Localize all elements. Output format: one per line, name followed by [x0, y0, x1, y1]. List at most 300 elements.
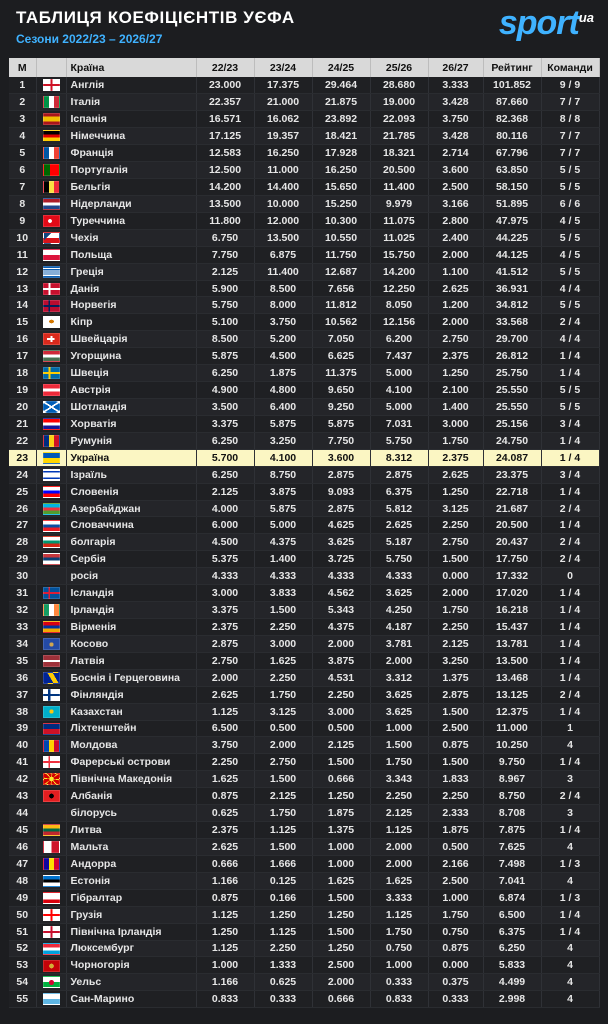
season-4-cell: 3.333: [370, 889, 428, 906]
rating-cell: 80.116: [483, 128, 541, 145]
country-cell: Румунія: [66, 432, 196, 449]
table-row: [9, 940, 599, 957]
table-row: [9, 720, 599, 737]
season-5-cell: 2.750: [428, 534, 483, 551]
country-cell: Косово: [66, 635, 196, 652]
country-cell: Франція: [66, 145, 196, 162]
country-cell: Фарерські острови: [66, 754, 196, 771]
season-3-cell: 12.687: [312, 263, 370, 280]
rank-cell: 54: [9, 974, 36, 991]
season-4-cell: 1.750: [370, 923, 428, 940]
season-3-cell: 7.750: [312, 432, 370, 449]
country-cell: Швейцарія: [66, 331, 196, 348]
season-1-cell: 4.900: [196, 382, 254, 399]
rating-cell: 17.020: [483, 585, 541, 602]
season-5-cell: 2.375: [428, 449, 483, 466]
season-4-cell: 3.625: [370, 686, 428, 703]
scotland-flag-icon: [43, 401, 60, 413]
flag-cell: [36, 923, 66, 940]
season-3-cell: 1.000: [312, 855, 370, 872]
andorra-flag-icon: [43, 858, 60, 870]
season-5-cell: 1.500: [428, 551, 483, 568]
season-4-cell: 6.375: [370, 483, 428, 500]
season-5-cell: 3.000: [428, 415, 483, 432]
flag-cell: [36, 720, 66, 737]
table-row: [9, 822, 599, 839]
rating-cell: 13.500: [483, 652, 541, 669]
teams-cell: 1 / 4: [541, 619, 599, 636]
serbia-flag-icon: [43, 553, 60, 565]
bulgaria-flag-icon: [43, 536, 60, 548]
season-2-cell: 17.375: [254, 77, 312, 94]
season-3-cell: 3.600: [312, 449, 370, 466]
rating-cell: 41.512: [483, 263, 541, 280]
table-row: [9, 889, 599, 906]
season-1-cell: 2.000: [196, 669, 254, 686]
rank-cell: 53: [9, 957, 36, 974]
teams-cell: 2 / 4: [541, 534, 599, 551]
season-1-cell: 2.875: [196, 635, 254, 652]
rating-cell: 22.718: [483, 483, 541, 500]
season-4-cell: 1.000: [370, 957, 428, 974]
season-4-cell: 2.625: [370, 517, 428, 534]
season-5-cell: 3.600: [428, 162, 483, 179]
rating-cell: 25.550: [483, 382, 541, 399]
season-1-cell: 4.000: [196, 500, 254, 517]
season-4-cell: 28.680: [370, 77, 428, 94]
rank-cell: 14: [9, 297, 36, 314]
season-2-cell: 3.250: [254, 432, 312, 449]
table-row: [9, 212, 599, 229]
season-2-cell: 6.875: [254, 246, 312, 263]
season-3-cell: 9.250: [312, 399, 370, 416]
season-4-cell: 8.050: [370, 297, 428, 314]
none-flag-icon: [44, 808, 59, 818]
column-header-season-4: 25/26: [370, 58, 428, 77]
rank-cell: 3: [9, 111, 36, 128]
season-5-cell: 2.625: [428, 466, 483, 483]
season-3-cell: 7.656: [312, 280, 370, 297]
rating-cell: 33.568: [483, 314, 541, 331]
season-3-cell: 4.531: [312, 669, 370, 686]
table-row: [9, 229, 599, 246]
country-cell: Албанія: [66, 788, 196, 805]
rank-cell: 36: [9, 669, 36, 686]
norway-flag-icon: [43, 300, 60, 312]
season-5-cell: 2.000: [428, 246, 483, 263]
flag-cell: [36, 263, 66, 280]
season-1-cell: 22.357: [196, 94, 254, 111]
teams-cell: 8 / 8: [541, 111, 599, 128]
season-1-cell: 5.750: [196, 297, 254, 314]
rank-cell: 10: [9, 229, 36, 246]
season-1-cell: 23.000: [196, 77, 254, 94]
rating-cell: 7.041: [483, 872, 541, 889]
season-5-cell: 2.166: [428, 855, 483, 872]
rank-cell: 2: [9, 94, 36, 111]
austria-flag-icon: [43, 384, 60, 396]
table-row: [9, 280, 599, 297]
country-cell: Данія: [66, 280, 196, 297]
rank-cell: 43: [9, 788, 36, 805]
season-5-cell: 0.375: [428, 974, 483, 991]
table-row: [9, 703, 599, 720]
season-4-cell: 2.000: [370, 838, 428, 855]
uefa-coefficients-table: [9, 58, 600, 1008]
country-cell: Польща: [66, 246, 196, 263]
flag-cell: [36, 399, 66, 416]
column-header-rank: М: [9, 58, 36, 77]
rating-cell: 12.375: [483, 703, 541, 720]
season-4-cell: 3.625: [370, 703, 428, 720]
season-4-cell: 4.187: [370, 619, 428, 636]
country-cell: Ірландія: [66, 602, 196, 619]
season-3-cell: 1.500: [312, 889, 370, 906]
rank-cell: 20: [9, 399, 36, 416]
column-header-season-2: 23/24: [254, 58, 312, 77]
rating-cell: 6.375: [483, 923, 541, 940]
germany-flag-icon: [43, 130, 60, 142]
season-2-cell: 11.400: [254, 263, 312, 280]
flag-cell: [36, 179, 66, 196]
country-cell: Північна Ірландія: [66, 923, 196, 940]
season-2-cell: 2.250: [254, 619, 312, 636]
season-2-cell: 11.000: [254, 162, 312, 179]
country-cell: Уельс: [66, 974, 196, 991]
season-5-cell: 1.375: [428, 669, 483, 686]
greece-flag-icon: [43, 266, 60, 278]
season-2-cell: 1.500: [254, 838, 312, 855]
season-5-cell: 2.250: [428, 517, 483, 534]
season-5-cell: 3.428: [428, 94, 483, 111]
flag-cell: [36, 805, 66, 822]
rank-cell: 18: [9, 365, 36, 382]
season-1-cell: 4.333: [196, 568, 254, 585]
teams-cell: 2 / 4: [541, 314, 599, 331]
malta-flag-icon: [43, 841, 60, 853]
season-3-cell: 7.050: [312, 331, 370, 348]
season-5-cell: 2.714: [428, 145, 483, 162]
table-row: [9, 382, 599, 399]
season-2-cell: 3.875: [254, 483, 312, 500]
rank-cell: 33: [9, 619, 36, 636]
season-3-cell: 2.000: [312, 974, 370, 991]
season-2-cell: 4.100: [254, 449, 312, 466]
northernireland-flag-icon: [43, 926, 60, 938]
table-row: [9, 686, 599, 703]
rank-cell: 4: [9, 128, 36, 145]
season-3-cell: 2.250: [312, 686, 370, 703]
rating-cell: 13.781: [483, 635, 541, 652]
country-cell: Фінляндія: [66, 686, 196, 703]
season-1-cell: 2.625: [196, 838, 254, 855]
georgia-flag-icon: [43, 909, 60, 921]
teams-cell: 4: [541, 991, 599, 1008]
rating-cell: 7.625: [483, 838, 541, 855]
season-3-cell: 2.500: [312, 957, 370, 974]
table-row: [9, 652, 599, 669]
rating-cell: 8.750: [483, 788, 541, 805]
table-row: [9, 906, 599, 923]
season-4-cell: 1.000: [370, 720, 428, 737]
season-5-cell: 2.500: [428, 720, 483, 737]
rating-cell: 21.687: [483, 500, 541, 517]
country-cell: Шотландія: [66, 399, 196, 416]
season-1-cell: 6.250: [196, 466, 254, 483]
season-4-cell: 3.343: [370, 771, 428, 788]
country-cell: Чорногорія: [66, 957, 196, 974]
table-row: [9, 415, 599, 432]
country-cell: Грузія: [66, 906, 196, 923]
flag-cell: [36, 415, 66, 432]
flag-cell: [36, 906, 66, 923]
column-header-season-5: 26/27: [428, 58, 483, 77]
season-1-cell: 2.375: [196, 822, 254, 839]
flag-cell: [36, 771, 66, 788]
teams-cell: 7 / 7: [541, 94, 599, 111]
table-header-row: [9, 58, 599, 77]
rank-cell: 29: [9, 551, 36, 568]
season-2-cell: 16.062: [254, 111, 312, 128]
season-1-cell: 3.000: [196, 585, 254, 602]
table-row: [9, 974, 599, 991]
table-row: [9, 246, 599, 263]
flag-cell: [36, 280, 66, 297]
rating-cell: 17.332: [483, 568, 541, 585]
azerbaijan-flag-icon: [43, 503, 60, 515]
season-1-cell: 0.875: [196, 788, 254, 805]
france-flag-icon: [43, 147, 60, 159]
logo-main: sport: [498, 4, 579, 42]
flag-cell: [36, 500, 66, 517]
season-3-cell: 11.375: [312, 365, 370, 382]
cyprus-flag-icon: [43, 316, 60, 328]
teams-cell: 1 / 4: [541, 585, 599, 602]
table-row: [9, 195, 599, 212]
season-5-cell: 1.250: [428, 483, 483, 500]
season-1-cell: 1.125: [196, 906, 254, 923]
teams-cell: 7 / 7: [541, 128, 599, 145]
season-4-cell: 2.875: [370, 466, 428, 483]
season-2-cell: 0.625: [254, 974, 312, 991]
rank-cell: 23: [9, 449, 36, 466]
teams-cell: 1 / 4: [541, 669, 599, 686]
flag-cell: [36, 551, 66, 568]
season-5-cell: 2.875: [428, 686, 483, 703]
page-header: [0, 0, 608, 56]
flag-cell: [36, 957, 66, 974]
country-cell: білорусь: [66, 805, 196, 822]
country-cell: Португалія: [66, 162, 196, 179]
season-1-cell: 6.250: [196, 432, 254, 449]
table-row: [9, 179, 599, 196]
table-row: [9, 348, 599, 365]
country-cell: Чехія: [66, 229, 196, 246]
season-1-cell: 1.250: [196, 923, 254, 940]
ukraine-flag-icon: [43, 452, 60, 464]
sport-ua-logo[interactable]: [499, 4, 594, 43]
season-4-cell: 11.025: [370, 229, 428, 246]
season-2-cell: 4.333: [254, 568, 312, 585]
teams-cell: 1 / 4: [541, 365, 599, 382]
teams-cell: 4: [541, 838, 599, 855]
season-4-cell: 5.750: [370, 551, 428, 568]
turkey-flag-icon: [43, 215, 60, 227]
season-1-cell: 14.200: [196, 179, 254, 196]
rating-cell: 6.250: [483, 940, 541, 957]
season-3-cell: 1.000: [312, 838, 370, 855]
season-1-cell: 1.166: [196, 974, 254, 991]
season-4-cell: 1.125: [370, 822, 428, 839]
england-flag-icon: [43, 79, 60, 91]
rating-cell: 8.967: [483, 771, 541, 788]
flag-cell: [36, 229, 66, 246]
rank-cell: 19: [9, 382, 36, 399]
flag-cell: [36, 77, 66, 94]
flag-cell: [36, 568, 66, 585]
season-1-cell: 17.125: [196, 128, 254, 145]
table-row: [9, 669, 599, 686]
montenegro-flag-icon: [43, 960, 60, 972]
season-4-cell: 7.031: [370, 415, 428, 432]
season-2-cell: 2.750: [254, 754, 312, 771]
rank-cell: 27: [9, 517, 36, 534]
season-1-cell: 3.500: [196, 399, 254, 416]
season-2-cell: 10.000: [254, 195, 312, 212]
season-5-cell: 2.000: [428, 585, 483, 602]
teams-cell: 1 / 4: [541, 906, 599, 923]
rank-cell: 46: [9, 838, 36, 855]
column-header-rating: Рейтинг: [483, 58, 541, 77]
rank-cell: 40: [9, 737, 36, 754]
season-3-cell: 16.250: [312, 162, 370, 179]
country-cell: Кіпр: [66, 314, 196, 331]
season-2-cell: 0.333: [254, 991, 312, 1008]
finland-flag-icon: [43, 689, 60, 701]
season-4-cell: 9.979: [370, 195, 428, 212]
flag-cell: [36, 432, 66, 449]
teams-cell: 3 / 4: [541, 466, 599, 483]
season-5-cell: 0.333: [428, 991, 483, 1008]
ireland-flag-icon: [43, 604, 60, 616]
teams-cell: 1 / 4: [541, 602, 599, 619]
season-1-cell: 3.750: [196, 737, 254, 754]
season-5-cell: 2.800: [428, 212, 483, 229]
season-1-cell: 5.875: [196, 348, 254, 365]
season-2-cell: 8.750: [254, 466, 312, 483]
season-2-cell: 1.333: [254, 957, 312, 974]
country-cell: Ізраїль: [66, 466, 196, 483]
table-row: [9, 483, 599, 500]
table-row: [9, 111, 599, 128]
season-4-cell: 8.312: [370, 449, 428, 466]
column-header-country: Країна: [66, 58, 196, 77]
rating-cell: 25.750: [483, 365, 541, 382]
flag-cell: [36, 534, 66, 551]
season-2-cell: 2.250: [254, 669, 312, 686]
flag-cell: [36, 246, 66, 263]
season-2-cell: 8.500: [254, 280, 312, 297]
teams-cell: 1 / 4: [541, 754, 599, 771]
country-cell: болгарія: [66, 534, 196, 551]
teams-cell: 4: [541, 974, 599, 991]
table-row: [9, 517, 599, 534]
table-row: [9, 568, 599, 585]
flag-cell: [36, 602, 66, 619]
rating-cell: 8.708: [483, 805, 541, 822]
season-3-cell: 3.725: [312, 551, 370, 568]
season-2-cell: 5.875: [254, 415, 312, 432]
season-1-cell: 5.375: [196, 551, 254, 568]
table-row: [9, 957, 599, 974]
flag-cell: [36, 754, 66, 771]
country-cell: Андорра: [66, 855, 196, 872]
teams-cell: 5 / 5: [541, 179, 599, 196]
country-cell: Туреччина: [66, 212, 196, 229]
teams-cell: 1 / 4: [541, 703, 599, 720]
season-1-cell: 3.375: [196, 415, 254, 432]
rank-cell: 11: [9, 246, 36, 263]
flag-cell: [36, 940, 66, 957]
season-3-cell: 11.812: [312, 297, 370, 314]
teams-cell: 4: [541, 940, 599, 957]
season-3-cell: 10.300: [312, 212, 370, 229]
season-3-cell: 21.875: [312, 94, 370, 111]
season-4-cell: 14.200: [370, 263, 428, 280]
rank-cell: 13: [9, 280, 36, 297]
rank-cell: 8: [9, 195, 36, 212]
country-cell: росія: [66, 568, 196, 585]
table-row: [9, 855, 599, 872]
flag-cell: [36, 483, 66, 500]
season-1-cell: 3.375: [196, 602, 254, 619]
season-1-cell: 1.000: [196, 957, 254, 974]
country-cell: Гібралтар: [66, 889, 196, 906]
table-row: [9, 923, 599, 940]
season-3-cell: 3.625: [312, 534, 370, 551]
flag-cell: [36, 855, 66, 872]
rating-cell: 15.437: [483, 619, 541, 636]
teams-cell: 5 / 5: [541, 229, 599, 246]
teams-cell: 5 / 5: [541, 263, 599, 280]
rank-cell: 52: [9, 940, 36, 957]
rank-cell: 7: [9, 179, 36, 196]
season-1-cell: 6.000: [196, 517, 254, 534]
teams-cell: 1 / 4: [541, 822, 599, 839]
rating-cell: 4.499: [483, 974, 541, 991]
flag-cell: [36, 635, 66, 652]
rank-cell: 44: [9, 805, 36, 822]
table-row: [9, 534, 599, 551]
teams-cell: 3: [541, 771, 599, 788]
lithuania-flag-icon: [43, 824, 60, 836]
season-4-cell: 21.785: [370, 128, 428, 145]
season-1-cell: 1.625: [196, 771, 254, 788]
season-3-cell: 4.333: [312, 568, 370, 585]
season-5-cell: 2.500: [428, 872, 483, 889]
country-cell: Австрія: [66, 382, 196, 399]
season-1-cell: 12.500: [196, 162, 254, 179]
country-cell: Словаччина: [66, 517, 196, 534]
season-1-cell: 2.375: [196, 619, 254, 636]
flag-cell: [36, 974, 66, 991]
rank-cell: 6: [9, 162, 36, 179]
estonia-flag-icon: [43, 875, 60, 887]
flag-cell: [36, 872, 66, 889]
season-5-cell: 1.875: [428, 822, 483, 839]
page-subtitle: Сезони 2022/23 – 2026/27: [16, 32, 163, 46]
teams-cell: 5 / 5: [541, 399, 599, 416]
